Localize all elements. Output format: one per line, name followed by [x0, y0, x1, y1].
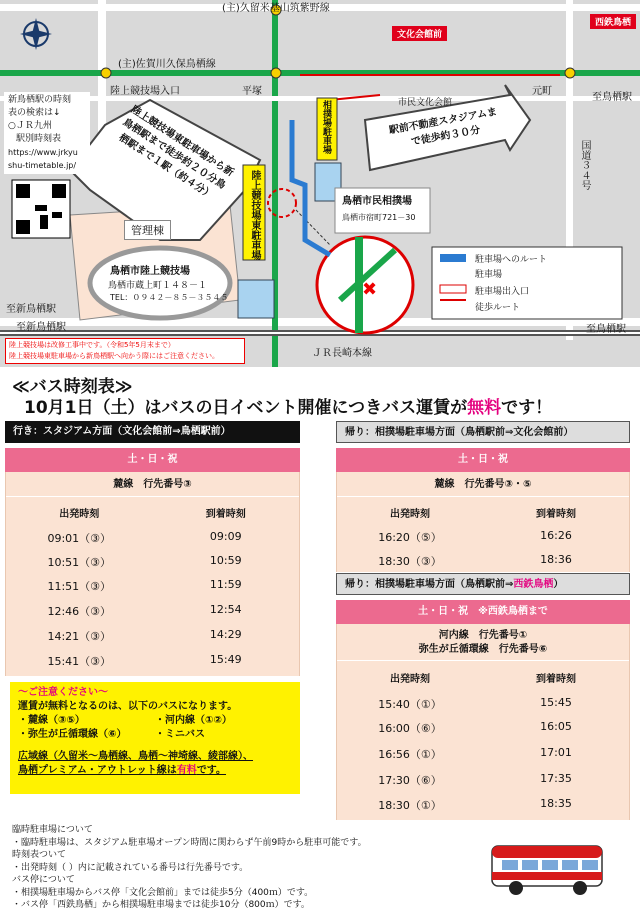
caution-line: 運賃が無料となるのは、以下のバスになります。 [18, 701, 238, 712]
return2-col-dep: 出発時刻 [390, 674, 430, 685]
dep-time: 17:30（⑥） [378, 774, 442, 787]
road-label-route34: 国道３４号 [579, 140, 590, 190]
return1-table [336, 472, 630, 572]
dep-time: 15:40（①） [378, 698, 442, 711]
place-nishitetsu-stop: 西鉄鳥栖 [590, 14, 636, 29]
sumo-name: 鳥栖市民相撲場 [342, 196, 412, 207]
construction-warning [5, 338, 245, 364]
warning-line: 陸上競技場東駐車場から新鳥栖駅へ向かう際にはご注意ください。 [9, 352, 219, 360]
return1-route: 麓線 行先番号③・⑤ [434, 479, 532, 490]
outbound-header: 行き：スタジアム方面（文化会館前⇒鳥栖駅前） [5, 421, 300, 443]
outbound-table [5, 472, 300, 676]
return2-route2: 弥生が丘循環線 行先番号⑥ [418, 644, 548, 655]
legend-item: 駐車場へのルート [475, 255, 548, 265]
road-label-tosu-bottom: 至鳥栖駅 [586, 324, 626, 335]
road-label-shintosu-bottom: 至新鳥栖駅 [16, 322, 66, 333]
return2-header-dest: 西鉄鳥栖 [513, 579, 554, 590]
outbound-day-band: 土・日・祝 [5, 448, 300, 472]
place-bunka-stop: 文化会館前 [392, 26, 447, 41]
arr-time: 09:09 [209, 530, 242, 543]
timetable-info-box [4, 92, 90, 174]
paid-pre: 鳥栖プレミアム・アウトレット線は [18, 765, 177, 776]
stadium-name: 鳥栖市陸上競技場 [110, 266, 190, 277]
warning-line: 陸上競技場は改修工事中です。（令和5年5月末まで） [9, 341, 175, 349]
free-bus-item: ・河内線（①②） [155, 715, 232, 726]
footer-line: ・出発時刻（ ）内に記載されている番号は行先番号です。 [12, 862, 249, 873]
free-bus-list [18, 728, 292, 742]
dep-time: 10:51（③） [47, 556, 112, 569]
dep-time: 18:30（①） [378, 799, 442, 812]
paid-line: 広域線（久留米～鳥栖線、鳥栖～神埼線、綾部線）、 [18, 751, 253, 762]
arr-time: 10:59 [209, 554, 242, 567]
arr-time: 17:35 [540, 772, 572, 785]
footer-notes [12, 824, 472, 912]
return1-day-band: 土・日・祝 [336, 448, 630, 472]
legend-item: 徒歩ルート [475, 303, 521, 313]
footer-line: ・相撲場駐車場からバス停「文化会館前」までは徒歩5分（400ｍ）です。 [12, 887, 314, 898]
dep-time: 16:20（⑤） [378, 531, 442, 544]
management-building: 管理棟 [124, 220, 171, 240]
footer-line: ・バス停「西鉄鳥栖」から相撲場駐車場までは徒歩10分（800ｍ）です。 [12, 900, 310, 910]
free-bus-item: ・弥生が丘循環線（⑥） [18, 729, 127, 740]
return2-day-band: 土・日・祝 ※西鉄鳥栖まで [336, 600, 630, 624]
free-bus-item: ・麓線（③⑤） [18, 715, 85, 726]
dep-time: 14:21（③） [47, 630, 112, 643]
arr-time: 14:29 [209, 628, 242, 641]
dep-time: 16:00（⑥） [378, 722, 442, 735]
stadium-address: 鳥栖市蔵上町１４８－１ [108, 281, 208, 291]
return2-header [336, 573, 630, 595]
paid-post: です。 [196, 765, 227, 776]
footer-line: ・臨時駐車場は、スタジアム駐車場オープン時間に関わらず午前9時から駐車可能です。 [12, 837, 367, 848]
arr-time: 18:36 [540, 553, 572, 566]
east-parking-sign: 陸上競技場東駐車場 [249, 170, 260, 260]
paid-line-2 [18, 764, 292, 778]
free-bus-item: ・ミニバス [155, 729, 205, 740]
outbound-col-arr: 到着時刻 [205, 509, 246, 520]
return2-table [336, 624, 630, 820]
callout-east: 駅前不動産スタジアムまで徒歩約３０分 [388, 106, 498, 148]
arr-time: 17:01 [540, 746, 572, 759]
arr-time: 12:54 [209, 603, 242, 616]
dep-time: 11:51（③） [47, 580, 112, 593]
outbound-col-dep: 出発時刻 [59, 509, 100, 520]
bus-illustration [488, 838, 608, 898]
callout-west: 陸上競技場東駐車場から新鳥栖駅まで徒歩約２０分鳥栖駅まで１駅（約４分） [116, 104, 236, 202]
svg-text:✖: ✖ [362, 279, 378, 300]
headline-post: です！ [501, 398, 553, 418]
return2-header-post: ） [553, 579, 564, 590]
timetable-info-line: 駅別時刻表 [16, 134, 62, 144]
road-label-jr: ＪＲ長崎本線 [312, 348, 372, 359]
arr-time: 15:45 [540, 696, 572, 709]
timetable-info-line: 新鳥栖駅の時刻 [8, 95, 72, 105]
return2-route1: 河内線 行先番号① [438, 630, 528, 641]
footer-line: 臨時駐車場について [12, 825, 93, 835]
legend-item: 駐車場出入口 [475, 287, 530, 297]
sumo-address: 鳥栖市宿町721－30 [342, 213, 416, 222]
return1-col-arr: 到着時刻 [536, 509, 576, 520]
footer-line: バス停について [12, 875, 75, 885]
legend-item: 駐車場 [475, 270, 503, 280]
place-shimin-bunka: 市民文化会館 [398, 98, 453, 108]
arr-time: 16:26 [540, 529, 572, 542]
paid-word: 有料 [176, 765, 197, 776]
map-graphics [0, 0, 640, 367]
return1-header: 帰り：相撲場駐車場方面（鳥栖駅前⇒文化会館前） [336, 421, 630, 443]
arr-time: 11:59 [209, 578, 242, 591]
sumo-parking-sign: 相撲場駐車場 [321, 100, 331, 154]
stadium-tel: TEL：０９４２－８５－３５４５ [110, 293, 229, 302]
timetable-info-url[interactable]: https://www.jrkyu [8, 148, 78, 157]
outbound-route: 麓線 行先番号③ [113, 479, 192, 490]
headline-free: 無料 [467, 398, 502, 418]
free-bus-list [18, 714, 292, 728]
arr-time: 18:35 [540, 797, 572, 810]
timetable-info-line: 表の検索は↓ [8, 108, 61, 118]
return2-col-arr: 到着時刻 [536, 674, 576, 685]
dep-time: 18:30（③） [378, 555, 442, 568]
free-fare-headline [24, 393, 552, 418]
dep-time: 15:41（③） [47, 655, 112, 668]
road-label-top: (主)久留米基山筑紫野線 [222, 3, 330, 14]
timetable-info-url[interactable]: shu-timetable.jp/ [8, 161, 77, 170]
dep-time: 09:01（③） [47, 532, 112, 545]
page-title: ≪バス時刻表≫ [12, 377, 133, 397]
return2-header-pre: 帰り：相撲場駐車場方面（鳥栖駅前⇒ [345, 579, 514, 590]
place-rikujo-entrance: 陸上競技場入口 [110, 86, 180, 97]
caution-box [10, 682, 300, 794]
place-motomachi: 元町 [532, 86, 552, 97]
road-label-shintosu-left: 至新鳥栖駅 [6, 304, 56, 315]
timetable-info-line: ○ＪＲ九州 [8, 121, 52, 131]
dep-time: 16:56（①） [378, 748, 442, 761]
headline-pre: 10月1日（土）はバスの日イベント開催につきバス運賃が [24, 398, 468, 418]
footer-line: 時刻表ついて [12, 850, 67, 860]
road-label-saga: (主)佐賀川久保鳥栖線 [118, 59, 216, 70]
caution-title: ～ご注意ください～ [18, 687, 108, 698]
return1-col-dep: 出発時刻 [390, 509, 430, 520]
arr-time: 15:49 [209, 653, 242, 666]
arr-time: 16:05 [540, 720, 572, 733]
place-hiratsuka: 平塚 [242, 86, 262, 97]
access-map [0, 0, 640, 367]
road-label-tosu-right: 至鳥栖駅 [592, 92, 632, 103]
dep-time: 12:46（③） [47, 605, 112, 618]
